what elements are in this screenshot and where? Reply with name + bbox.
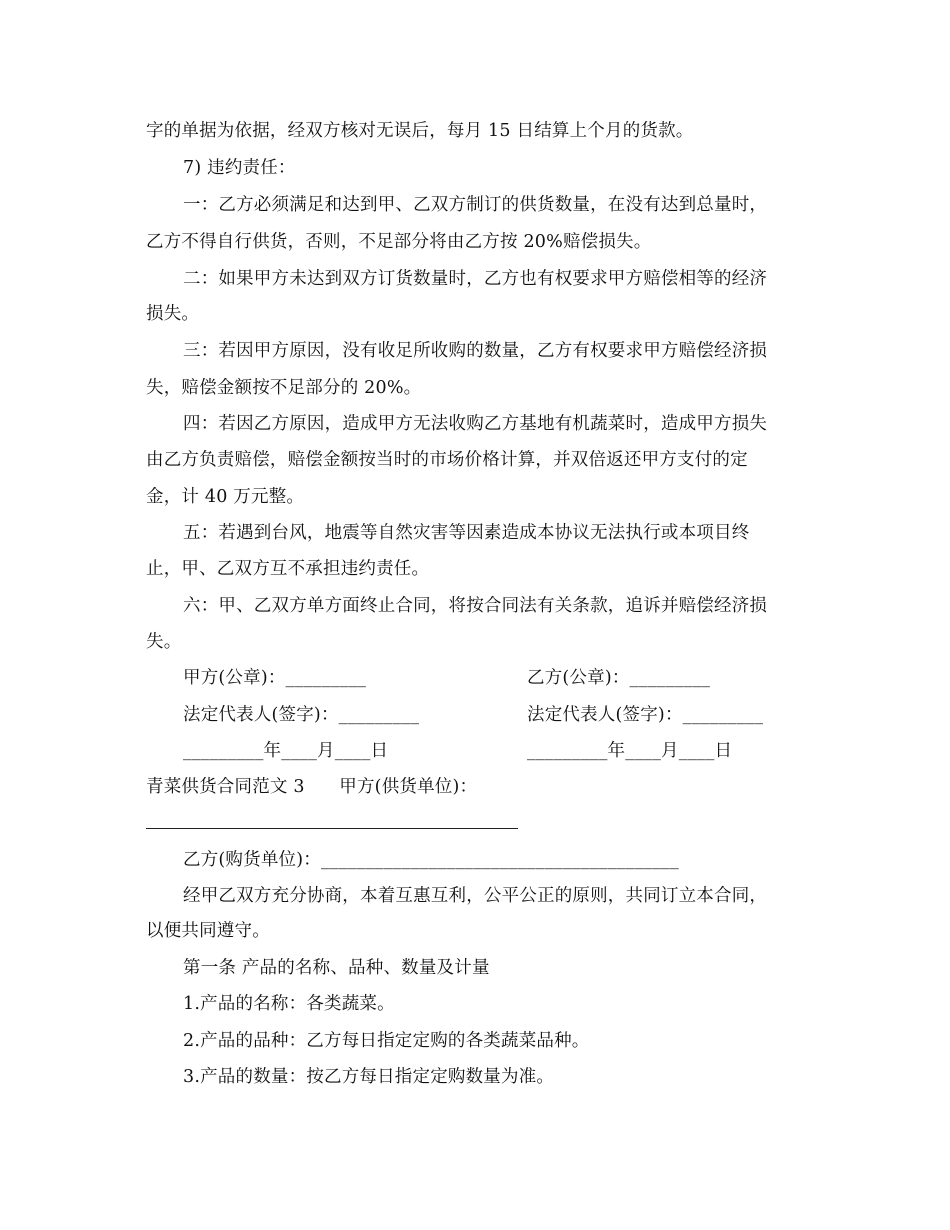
clause-five-line: 五：若遇到台风，地震等自然灾害等因素造成本协议无法执行或本项目终 bbox=[183, 523, 750, 543]
article-heading: 第一条 产品的名称、品种、数量及计量 bbox=[183, 958, 490, 978]
party-b-representative: 法定代表人(签字)：_________ bbox=[527, 705, 764, 725]
paragraph-line: 字的单据为依据，经双方核对无误后，每月 15 日结算上个月的货款。 bbox=[146, 121, 694, 141]
intro-line: 以便共同遵守。 bbox=[146, 921, 270, 941]
list-item: 2.产品的品种：乙方每日指定定购的各类蔬菜品种。 bbox=[183, 1031, 590, 1051]
party-b-seal: 乙方(公章)：_________ bbox=[527, 668, 711, 688]
party-b-line: 乙方(购货单位)：________________________________________ bbox=[183, 850, 679, 870]
section-heading: 7) 违约责任： bbox=[183, 158, 296, 178]
clause-five-line: 止，甲、乙双方互不承担违约责任。 bbox=[146, 559, 430, 579]
blank-underline bbox=[146, 828, 518, 829]
party-b-date: _________年____月____日 bbox=[527, 741, 733, 761]
clause-six-line: 失。 bbox=[146, 632, 182, 652]
clause-three-line: 失，赔偿金额按不足部分的 20%。 bbox=[146, 378, 422, 398]
party-a-seal: 甲方(公章)：_________ bbox=[183, 668, 367, 688]
list-item: 1.产品的名称：各类蔬菜。 bbox=[183, 994, 395, 1014]
clause-four-line: 金，计 40 万元整。 bbox=[146, 487, 305, 507]
clause-three-line: 三：若因甲方原因，没有收足所收购的数量，乙方有权要求甲方赔偿经济损 bbox=[183, 341, 768, 361]
clause-six-line: 六：甲、乙双方单方面终止合同，将按合同法有关条款，追诉并赔偿经济损 bbox=[183, 596, 768, 616]
intro-line: 经甲乙双方充分协商，本着互惠互利，公平公正的原则，共同订立本合同， bbox=[183, 886, 768, 906]
contract-title: 青菜供货合同范文 3 甲方(供货单位)： bbox=[146, 777, 478, 797]
clause-four-line: 由乙方负责赔偿，赔偿金额按当时的市场价格计算，并双倍返还甲方支付的定 bbox=[146, 450, 748, 470]
clause-one-line: 一：乙方必须满足和达到甲、乙双方制订的供货数量，在没有达到总量时， bbox=[183, 195, 768, 215]
party-a-representative: 法定代表人(签字)：_________ bbox=[183, 705, 420, 725]
clause-two-line: 损失。 bbox=[146, 304, 200, 324]
clause-four-line: 四：若因乙方原因，造成甲方无法收购乙方基地有机蔬菜时，造成甲方损失 bbox=[183, 414, 768, 434]
list-item: 3.产品的数量：按乙方每日指定定购数量为准。 bbox=[183, 1067, 555, 1087]
party-a-date: _________年____月____日 bbox=[183, 741, 389, 761]
clause-one-line: 乙方不得自行供货，否则，不足部分将由乙方按 20%赔偿损失。 bbox=[146, 232, 652, 252]
clause-two-line: 二：如果甲方未达到双方订货数量时，乙方也有权要求甲方赔偿相等的经济 bbox=[183, 269, 768, 289]
